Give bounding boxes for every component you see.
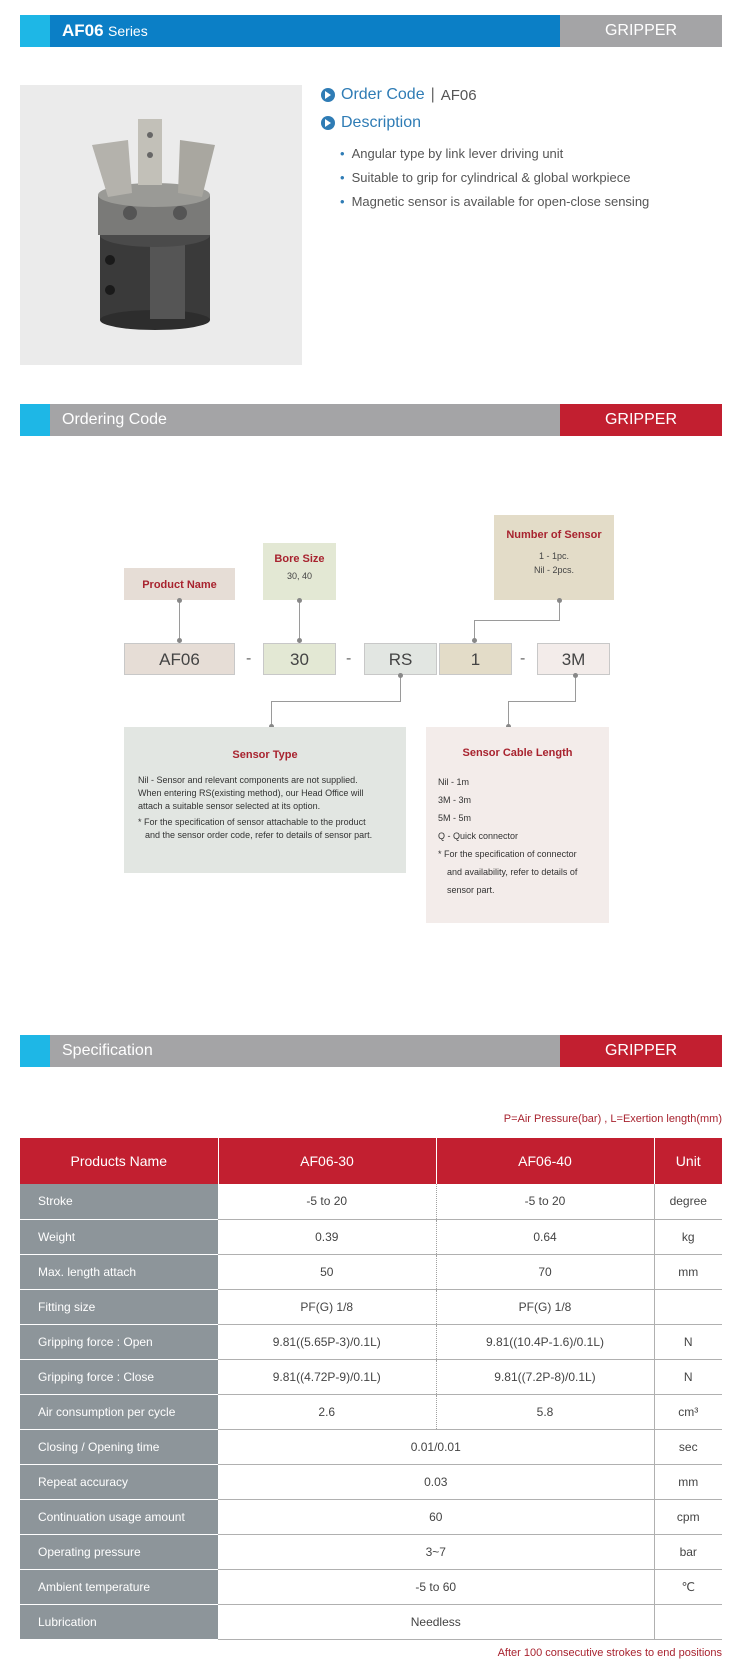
connector-dot: [177, 598, 182, 603]
col-unit: Unit: [654, 1138, 722, 1184]
bore-size-label: Bore Size: [274, 553, 325, 565]
series-title: AF06 Series: [62, 21, 148, 40]
cable-length-box: [426, 727, 609, 923]
number-of-sensor-label: Number of Sensor: [506, 529, 602, 541]
row-value-af06-30: -5 to 20: [218, 1184, 436, 1219]
series-header: [20, 15, 722, 47]
sensor-type-line: * For the specification of sensor attachable to the product: [138, 817, 366, 827]
row-unit: sec: [654, 1429, 722, 1464]
table-row: [20, 1569, 722, 1604]
row-name: Stroke: [20, 1184, 218, 1219]
code-product: AF06: [124, 643, 235, 675]
row-name: Air consumption per cycle: [20, 1394, 218, 1429]
row-value-af06-40: 9.81((7.2P-8)/0.1L): [436, 1359, 654, 1394]
cable-length-line: Q - Quick connector: [438, 831, 519, 841]
connector-line: [559, 600, 560, 620]
ordering-code-header: [20, 404, 722, 436]
code-dash: -: [246, 650, 252, 667]
row-name: Repeat accuracy: [20, 1464, 218, 1499]
connector-line: [271, 701, 401, 702]
row-unit: cm³: [654, 1394, 722, 1429]
table-row: [20, 1429, 722, 1464]
description-item: • Magnetic sensor is available for open-close sensing: [340, 190, 649, 214]
table-row: [20, 1499, 722, 1534]
row-value-af06-30: 50: [218, 1254, 436, 1289]
bore-size-values: 30, 40: [286, 571, 313, 581]
category-label: GRIPPER: [560, 15, 722, 47]
description-item: • Angular type by link lever driving unit: [340, 142, 649, 166]
col-products-name: Products Name: [20, 1138, 218, 1184]
col-af06-40: AF06-40: [436, 1138, 654, 1184]
code-dash: -: [520, 650, 526, 667]
sensor-type-line: Nil - Sensor and relevant components are not supplied.: [138, 775, 358, 785]
cable-length-line: 3M - 3m: [438, 795, 472, 805]
cable-length-label: Sensor Cable Length: [462, 747, 573, 759]
cable-length-line: and availability, refer to details of: [447, 867, 578, 877]
number-of-sensor-value: Nil - 2pcs.: [533, 565, 574, 575]
cable-length-line: sensor part.: [447, 885, 495, 895]
row-value-af06-40: 5.8: [436, 1394, 654, 1429]
specification-title: Specification: [62, 1042, 153, 1059]
sensor-type-line: and the sensor order code, refer to details of sensor part.: [145, 830, 373, 840]
category-label: GRIPPER: [560, 1035, 722, 1067]
row-unit: cpm: [654, 1499, 722, 1534]
row-name: Continuation usage amount: [20, 1499, 218, 1534]
description-item: • Suitable to grip for cylindrical & global workpiece: [340, 166, 649, 190]
row-value: 0.03: [218, 1464, 654, 1499]
row-value-af06-30: 2.6: [218, 1394, 436, 1429]
connector-dot: [557, 598, 562, 603]
table-row: [20, 1604, 722, 1639]
col-af06-30: AF06-30: [218, 1138, 436, 1184]
ordering-code-title: Ordering Code: [62, 411, 167, 428]
row-value-af06-40: 9.81((10.4P-1.6)/0.1L): [436, 1324, 654, 1359]
sensor-type-box: [124, 727, 406, 873]
connector-line: [179, 600, 180, 643]
table-row: [20, 1254, 722, 1289]
sensor-type-text: [138, 774, 392, 842]
description-label: Description: [341, 114, 422, 131]
table-row: [20, 1184, 722, 1219]
table-row: [20, 1464, 722, 1499]
code-bore-size: 30: [263, 643, 336, 675]
row-unit: mm: [654, 1254, 722, 1289]
row-name: Max. length attach: [20, 1254, 218, 1289]
connector-dot: [398, 673, 403, 678]
cable-length-text: [438, 773, 597, 899]
cable-length-line: Nil - 1m: [438, 777, 469, 787]
connector-line: [400, 675, 401, 701]
row-unit: bar: [654, 1534, 722, 1569]
connector-dot: [297, 598, 302, 603]
code-dash: -: [346, 650, 352, 667]
connector-dot: [573, 673, 578, 678]
row-unit: N: [654, 1324, 722, 1359]
table-row: [20, 1324, 722, 1359]
order-code-separator: |: [430, 86, 435, 103]
arrow-circle-icon: [321, 116, 335, 130]
connector-line: [575, 675, 576, 701]
connector-line: [474, 620, 560, 621]
header-accent: [20, 1035, 50, 1067]
row-value: 3~7: [218, 1534, 654, 1569]
spec-note-top: P=Air Pressure(bar) , L=Exertion length(mm): [503, 1113, 722, 1125]
code-cable-length: 3M: [537, 643, 610, 675]
row-unit: [654, 1604, 722, 1639]
connector-line: [508, 701, 576, 702]
row-unit: mm: [654, 1464, 722, 1499]
spec-table: [20, 1138, 722, 1640]
row-unit: N: [654, 1359, 722, 1394]
spec-note-bottom: After 100 consecutive strokes to end positions: [497, 1647, 722, 1659]
row-unit: ℃: [654, 1569, 722, 1604]
row-name: Weight: [20, 1219, 218, 1254]
sensor-type-line: When entering RS(existing method), our Head Office will: [138, 788, 364, 798]
row-name: Closing / Opening time: [20, 1429, 218, 1464]
row-unit: kg: [654, 1219, 722, 1254]
header-accent: [20, 404, 50, 436]
row-unit: [654, 1289, 722, 1324]
row-name: Ambient temperature: [20, 1569, 218, 1604]
row-value-af06-30: 0.39: [218, 1219, 436, 1254]
arrow-circle-icon: [321, 88, 335, 102]
sensor-type-line: attach a suitable sensor selected at its option.: [138, 801, 321, 811]
row-value-af06-40: -5 to 20: [436, 1184, 654, 1219]
row-value: 60: [218, 1499, 654, 1534]
product-image: [20, 85, 302, 365]
row-value-af06-40: PF(G) 1/8: [436, 1289, 654, 1324]
bore-size-box: [263, 543, 336, 600]
row-value: Needless: [218, 1604, 654, 1639]
code-sensor-number: 1: [439, 643, 512, 675]
row-name: Lubrication: [20, 1604, 218, 1639]
description-row: [321, 114, 421, 132]
sensor-type-label: Sensor Type: [232, 749, 298, 761]
row-value-af06-30: PF(G) 1/8: [218, 1289, 436, 1324]
row-name: Fitting size: [20, 1289, 218, 1324]
number-of-sensor-box: [494, 515, 614, 600]
row-value-af06-40: 70: [436, 1254, 654, 1289]
category-label: GRIPPER: [560, 404, 722, 436]
row-value-af06-40: 0.64: [436, 1219, 654, 1254]
row-name: Gripping force : Open: [20, 1324, 218, 1359]
table-row: [20, 1534, 722, 1569]
table-row: [20, 1359, 722, 1394]
order-code-label: Order Code: [341, 86, 425, 103]
row-unit: degree: [654, 1184, 722, 1219]
table-row: [20, 1394, 722, 1429]
row-value-af06-30: 9.81((5.65P-3)/0.1L): [218, 1324, 436, 1359]
spec-header-row: [20, 1138, 722, 1184]
product-name-box: [124, 568, 235, 600]
row-value-af06-30: 9.81((4.72P-9)/0.1L): [218, 1359, 436, 1394]
row-value: 0.01/0.01: [218, 1429, 654, 1464]
number-of-sensor-value: 1 - 1pc.: [538, 551, 569, 561]
code-sensor-type: RS: [364, 643, 437, 675]
header-accent: [20, 15, 50, 47]
connector-line: [299, 600, 300, 643]
table-row: [20, 1289, 722, 1324]
description-list: [340, 142, 649, 214]
order-code-value: AF06: [440, 86, 477, 104]
row-name: Operating pressure: [20, 1534, 218, 1569]
table-row: [20, 1219, 722, 1254]
row-name: Gripping force : Close: [20, 1359, 218, 1394]
cable-length-line: 5M - 5m: [438, 813, 472, 823]
row-value: -5 to 60: [218, 1569, 654, 1604]
cable-length-line: * For the specification of connector: [438, 849, 577, 859]
specification-header: [20, 1035, 722, 1067]
product-name-label: Product Name: [142, 579, 217, 591]
order-code-row: [321, 86, 477, 104]
